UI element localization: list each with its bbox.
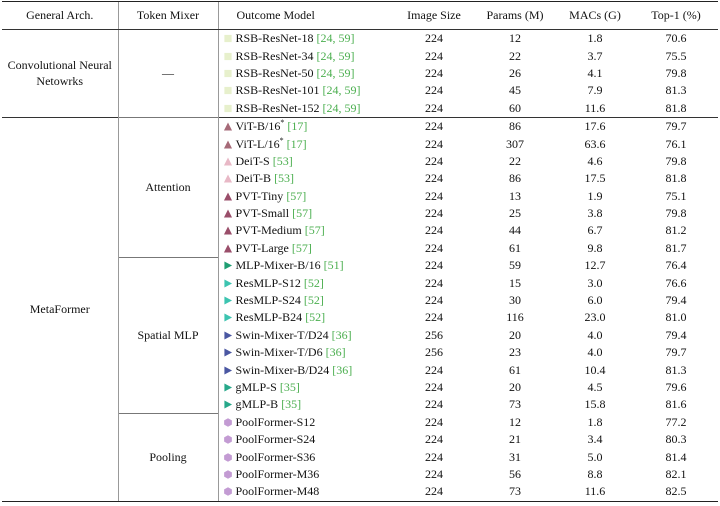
citation-link[interactable]: [24, 59] — [322, 83, 361, 98]
image-size-cell: 224 — [425, 362, 443, 377]
params-cell: 23 — [509, 345, 521, 360]
params-cell: 45 — [509, 83, 521, 98]
params-cell: 59 — [509, 258, 521, 273]
params-cell: 26 — [509, 65, 521, 80]
model-name: DeiT-S — [235, 153, 270, 168]
macs-cell: 4.5 — [587, 380, 603, 394]
image-size-cell: 224 — [425, 380, 443, 394]
params-cell: 12 — [474, 30, 556, 48]
model-name: ResMLP-S12 — [235, 275, 301, 290]
model-name: PVT-Tiny — [235, 188, 284, 203]
top1-cell: 82.5 — [634, 483, 718, 501]
macs-cell: 17.5 — [584, 171, 606, 186]
citation-link[interactable]: [52] — [303, 293, 324, 308]
params-cell: 12 — [509, 414, 521, 429]
triangle-up-marker-icon — [223, 171, 236, 185]
citation-link[interactable]: [36] — [332, 362, 353, 377]
triangle-right-marker-icon — [223, 345, 236, 359]
params-cell: 22 — [509, 48, 521, 63]
top1-cell: 81.0 — [665, 310, 687, 325]
top1-cell: 79.4 — [665, 293, 687, 308]
params-cell: 20 — [509, 380, 521, 394]
macs-cell: 63.6 — [584, 136, 606, 151]
image-size-cell: 224 — [425, 171, 443, 186]
image-size-cell: 224 — [425, 48, 443, 63]
image-size-cell: 224 — [425, 310, 443, 325]
model-cell — [218, 448, 394, 465]
params-cell: 22 — [509, 153, 521, 168]
model-cell — [218, 309, 394, 326]
image-size-cell: 256 — [425, 345, 443, 360]
model-name: PVT-Medium — [235, 223, 302, 238]
citation-link[interactable]: [24, 59] — [316, 48, 355, 63]
triangle-right-marker-icon — [223, 310, 236, 324]
image-size-cell: 224 — [394, 483, 474, 501]
model-cell — [218, 466, 394, 483]
image-size-cell: 224 — [425, 153, 443, 168]
image-size-cell: 224 — [394, 30, 474, 48]
model-superscript: * — [279, 135, 284, 145]
macs-cell: 11.6 — [584, 100, 606, 115]
square-marker-icon — [223, 101, 236, 115]
square-marker-icon — [223, 83, 236, 97]
citation-link[interactable]: [35] — [281, 397, 302, 412]
top1-cell: 81.4 — [665, 449, 687, 464]
image-size-cell: 224 — [425, 258, 443, 273]
header-top1: Top-1 (%) — [634, 2, 718, 30]
header-general-arch: General Arch. — [2, 2, 118, 30]
triangle-right-marker-icon — [223, 328, 236, 342]
model-name: Swin-Mixer-B/D24 — [235, 362, 330, 377]
triangle-up-marker-icon — [223, 206, 236, 220]
token-mixer-cell: Spatial MLP — [118, 257, 218, 414]
triangle-up-marker-icon — [223, 119, 236, 133]
image-size-cell: 224 — [394, 117, 474, 135]
model-name: PoolFormer-M48 — [235, 484, 320, 499]
triangle-right-marker-icon — [223, 258, 236, 272]
image-size-cell: 224 — [425, 206, 443, 221]
citation-link[interactable]: [35] — [279, 380, 300, 394]
macs-cell: 5.0 — [587, 449, 603, 464]
model-cell — [218, 222, 394, 239]
params-cell: 307 — [506, 136, 524, 151]
header-macs: MACs (G) — [556, 2, 634, 30]
top1-cell: 81.8 — [665, 100, 687, 115]
header-outcome-model: Outcome Model — [218, 2, 394, 30]
macs-cell: 1.8 — [587, 414, 603, 429]
general-arch-cell: Convolutional Neural Netowrks — [2, 30, 118, 118]
model-name: PoolFormer-S24 — [235, 432, 316, 447]
macs-cell: 23.0 — [584, 310, 606, 325]
triangle-right-marker-icon — [223, 397, 236, 411]
model-cell — [218, 153, 394, 170]
image-size-cell: 224 — [425, 414, 443, 429]
citation-link[interactable]: [57] — [286, 188, 307, 203]
top1-cell: 81.3 — [665, 83, 687, 98]
top1-cell: 79.7 — [634, 117, 718, 135]
image-size-cell: 224 — [425, 65, 443, 80]
params-cell: 61 — [509, 362, 521, 377]
macs-cell: 1.9 — [587, 188, 603, 203]
model-name: MLP-Mixer-B/16 — [235, 258, 321, 273]
citation-link[interactable]: [57] — [291, 240, 312, 255]
top1-cell: 79.8 — [665, 65, 687, 80]
macs-cell: 11.6 — [556, 483, 634, 501]
image-size-cell: 224 — [425, 100, 443, 115]
top1-cell: 81.2 — [665, 223, 687, 238]
general-arch-cell: MetaFormer — [2, 117, 118, 501]
token-mixer-cell: — — [118, 30, 218, 118]
model-name: RSB-ResNet-34 — [235, 48, 314, 63]
top1-cell: 80.3 — [665, 432, 687, 447]
macs-cell: 6.7 — [587, 223, 603, 238]
hexagon-marker-icon — [223, 432, 236, 446]
model-superscript: * — [280, 118, 285, 128]
model-cell — [218, 396, 394, 413]
top1-cell: 75.5 — [665, 48, 687, 63]
top1-cell: 81.8 — [665, 171, 687, 186]
macs-cell: 15.8 — [584, 397, 606, 412]
citation-link[interactable]: [36] — [331, 327, 352, 342]
params-cell: 20 — [509, 327, 521, 342]
top1-cell: 82.1 — [665, 466, 687, 481]
model-cell — [218, 240, 394, 257]
model-name: ResMLP-S24 — [235, 293, 301, 308]
macs-cell: 7.9 — [587, 83, 603, 98]
token-mixer-cell: Attention — [118, 117, 218, 257]
citation-link[interactable]: [17] — [287, 119, 308, 134]
model-cell — [218, 379, 394, 396]
top1-cell: 70.6 — [634, 30, 718, 48]
params-cell: 30 — [509, 293, 521, 308]
hexagon-marker-icon — [223, 484, 236, 498]
model-cell — [218, 82, 394, 99]
model-cell — [218, 65, 394, 82]
triangle-up-marker-icon — [223, 154, 236, 168]
citation-link[interactable]: [51] — [323, 258, 344, 273]
image-size-cell: 224 — [425, 449, 443, 464]
top1-cell: 81.7 — [665, 240, 687, 255]
params-cell: 25 — [509, 206, 521, 221]
model-cell — [218, 292, 394, 309]
hexagon-marker-icon — [223, 450, 236, 464]
citation-link[interactable]: [53] — [274, 171, 295, 186]
macs-cell: 12.7 — [584, 258, 606, 273]
params-cell: 73 — [509, 397, 521, 412]
macs-cell: 4.0 — [587, 327, 603, 342]
citation-link[interactable]: [36] — [325, 345, 346, 360]
model-name: PVT-Small — [235, 206, 290, 221]
model-name: Swin-Mixer-T/D6 — [235, 345, 323, 360]
model-name: ResMLP-B24 — [235, 310, 303, 325]
header-image-size: Image Size — [394, 2, 474, 30]
top1-cell: 77.2 — [665, 414, 687, 429]
macs-cell: 9.8 — [587, 240, 603, 255]
macs-cell: 3.8 — [587, 206, 603, 221]
top1-cell: 79.4 — [665, 327, 687, 342]
header-token-mixer: Token Mixer — [118, 2, 218, 30]
macs-cell: 10.4 — [584, 362, 606, 377]
model-name: PVT-Large — [235, 240, 289, 255]
triangle-up-marker-icon — [223, 241, 236, 255]
top1-cell: 76.4 — [665, 258, 687, 273]
top1-cell: 79.8 — [665, 206, 687, 221]
params-cell: 116 — [506, 310, 524, 325]
triangle-up-marker-icon — [223, 223, 236, 237]
macs-cell: 4.6 — [587, 153, 603, 168]
model-cell — [218, 170, 394, 187]
image-size-cell: 256 — [425, 327, 443, 342]
image-size-cell: 224 — [425, 83, 443, 98]
citation-link[interactable]: [57] — [292, 206, 313, 221]
model-name: gMLP-S — [235, 380, 277, 394]
triangle-right-marker-icon — [223, 293, 236, 307]
model-name: PoolFormer-S12 — [235, 414, 316, 429]
params-cell: 44 — [509, 223, 521, 238]
header-row — [2, 2, 718, 30]
macs-cell: 4.1 — [587, 65, 603, 80]
macs-cell: 3.4 — [587, 432, 603, 447]
macs-cell: 3.7 — [587, 48, 603, 63]
model-cell — [218, 30, 394, 48]
table-row — [2, 117, 718, 135]
model-name: DeiT-B — [235, 171, 272, 186]
square-marker-icon — [223, 49, 236, 63]
model-name: PoolFormer-S36 — [235, 449, 316, 464]
model-name: Swin-Mixer-T/D24 — [235, 327, 329, 342]
triangle-right-marker-icon — [223, 363, 236, 377]
model-cell — [218, 431, 394, 448]
model-cell — [218, 257, 394, 274]
model-cell — [218, 135, 394, 152]
hexagon-marker-icon — [223, 415, 236, 429]
model-name: RSB-ResNet-18 — [235, 31, 314, 46]
params-cell: 21 — [509, 432, 521, 447]
model-cell — [218, 361, 394, 378]
top1-cell: 81.3 — [665, 362, 687, 377]
comparison-table — [2, 1, 718, 502]
image-size-cell: 224 — [425, 188, 443, 203]
top1-cell: 79.7 — [665, 345, 687, 360]
triangle-up-marker-icon — [223, 189, 236, 203]
table-row — [2, 30, 718, 48]
triangle-up-marker-icon — [223, 137, 236, 151]
model-cell — [218, 188, 394, 205]
macs-cell: 8.8 — [587, 466, 603, 481]
square-marker-icon — [223, 31, 236, 45]
citation-link[interactable]: [24, 59] — [316, 31, 355, 46]
token-mixer-cell: Pooling — [118, 414, 218, 501]
params-cell: 56 — [509, 466, 521, 481]
params-cell: 86 — [474, 117, 556, 135]
macs-cell: 1.8 — [556, 30, 634, 48]
params-cell: 13 — [509, 188, 521, 203]
macs-cell: 3.0 — [587, 275, 603, 290]
image-size-cell: 224 — [425, 223, 443, 238]
model-cell — [218, 117, 394, 135]
image-size-cell: 224 — [425, 293, 443, 308]
model-cell — [218, 344, 394, 361]
image-size-cell: 224 — [425, 466, 443, 481]
top1-cell: 81.6 — [665, 397, 687, 412]
params-cell: 15 — [509, 275, 521, 290]
triangle-right-marker-icon — [223, 276, 236, 290]
citation-link[interactable]: [17] — [286, 136, 307, 151]
image-size-cell: 224 — [425, 136, 443, 151]
citation-link[interactable]: [52] — [305, 310, 326, 325]
square-marker-icon — [223, 66, 236, 80]
image-size-cell: 224 — [425, 275, 443, 290]
image-size-cell: 224 — [425, 240, 443, 255]
top1-cell: 76.1 — [665, 136, 687, 151]
params-cell: 86 — [509, 171, 521, 186]
model-name: PoolFormer-M36 — [235, 466, 320, 481]
top1-cell: 75.1 — [665, 188, 687, 203]
model-cell — [218, 205, 394, 222]
params-cell: 31 — [509, 449, 521, 464]
citation-link[interactable]: [24, 59] — [322, 100, 361, 115]
macs-cell: 6.0 — [587, 293, 603, 308]
table-header — [2, 2, 718, 30]
model-name: ViT-B/16 — [235, 119, 281, 134]
params-cell: 60 — [509, 100, 521, 115]
model-cell — [218, 483, 394, 501]
model-cell — [218, 47, 394, 64]
model-name: RSB-ResNet-101 — [235, 83, 320, 98]
triangle-right-marker-icon — [223, 380, 236, 394]
macs-cell: 17.6 — [556, 117, 634, 135]
table-body — [2, 30, 718, 502]
macs-cell: 4.0 — [587, 345, 603, 360]
citation-link[interactable]: [52] — [303, 275, 324, 290]
header-params: Params (M) — [474, 2, 556, 30]
params-cell: 73 — [474, 483, 556, 501]
citation-link[interactable]: [24, 59] — [316, 65, 355, 80]
model-cell — [218, 414, 394, 431]
top1-cell: 76.6 — [665, 275, 687, 290]
top1-cell: 79.6 — [665, 380, 687, 394]
model-name: ViT-L/16 — [235, 136, 280, 151]
model-name: RSB-ResNet-50 — [235, 65, 314, 80]
hexagon-marker-icon — [223, 467, 236, 481]
citation-link[interactable]: [57] — [304, 223, 325, 238]
top1-cell: 79.8 — [665, 153, 687, 168]
image-size-cell: 224 — [425, 397, 443, 412]
params-cell: 61 — [509, 240, 521, 255]
model-cell — [218, 274, 394, 291]
model-name: RSB-ResNet-152 — [235, 100, 320, 115]
citation-link[interactable]: [53] — [272, 153, 293, 168]
model-cell — [218, 100, 394, 118]
model-name: gMLP-B — [235, 397, 279, 412]
image-size-cell: 224 — [425, 432, 443, 447]
model-cell — [218, 327, 394, 344]
